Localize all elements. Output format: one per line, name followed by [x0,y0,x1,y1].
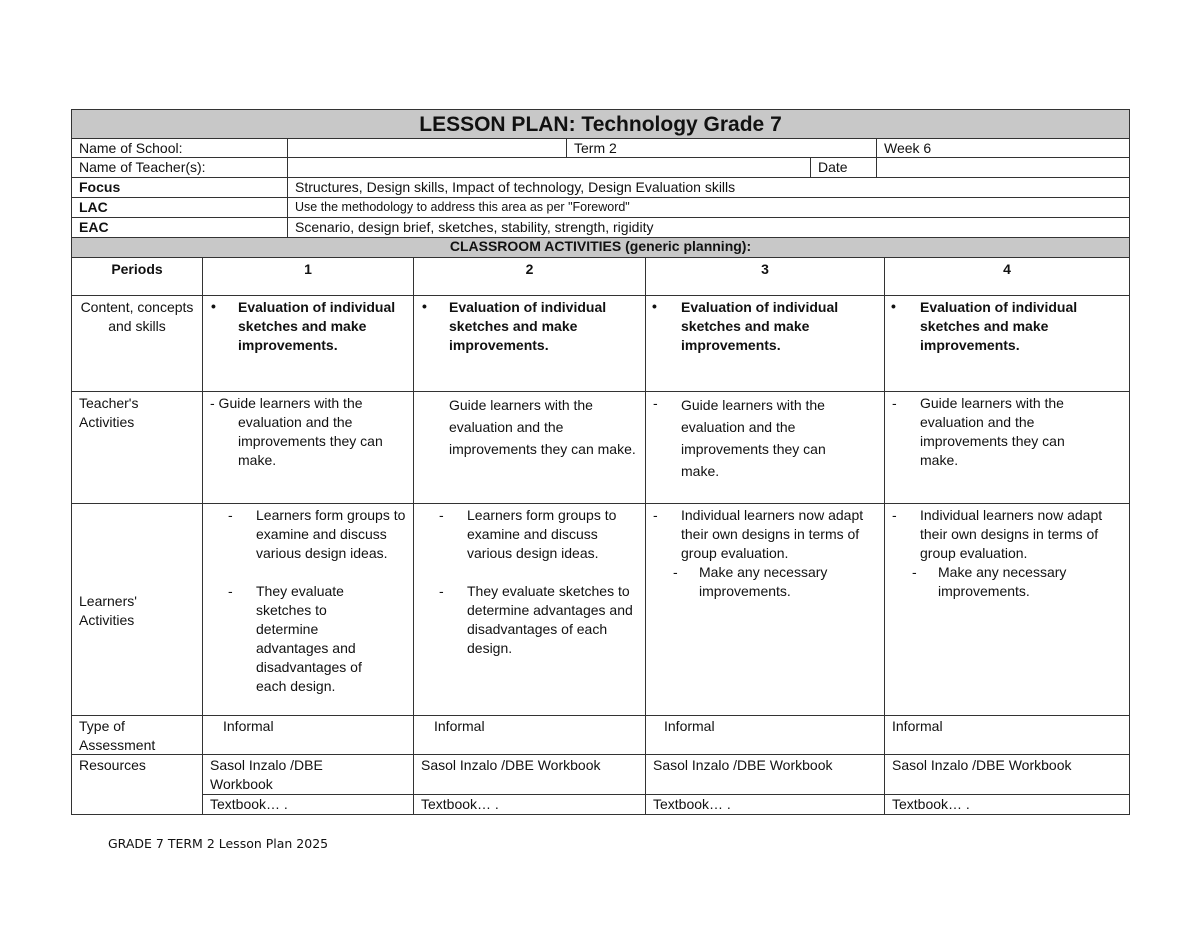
week-cell: Week 6 [876,138,1130,158]
focus-label: Focus [71,177,288,198]
textbook-period-4: Textbook… . [884,794,1130,815]
dash-marker: - [439,507,444,523]
dash-marker: - [228,507,233,523]
content-period-2 [413,295,646,392]
assessment-text: Informal [892,718,943,734]
eac-value: Scenario, design brief, sketches, stability, strength, rigidity [287,217,1130,238]
learners-text: Make any necessary improvements. [699,564,828,599]
teacher-period-2 [413,391,646,504]
dash-marker: - [892,395,897,411]
teacher-period-1 [202,391,414,504]
assessment-period-3 [645,715,885,755]
learners-text: Individual learners now adapt their own designs in terms of group evaluation. [920,507,1103,561]
assessment-text: Informal [434,718,485,734]
assessment-period-2 [413,715,646,755]
learners-label-text: Learners' Activities [79,593,137,628]
content-text: Evaluation of individual sketches and make improvements. [920,299,1078,353]
bullet-icon: • [211,298,216,314]
teacher-field[interactable] [287,157,811,178]
content-text: Evaluation of individual sketches and make improvements. [238,299,396,353]
period-2-header: 2 [413,257,646,296]
resources-label: Resources [71,754,203,815]
assessment-period-1 [202,715,414,755]
learners-text: They evaluate sketches to determine advantages and disadvantages of each design. [467,583,633,656]
content-text: Evaluation of individual sketches and make improvements. [449,299,607,353]
dash-marker: - [653,507,658,523]
teacher-activities-label: Teacher's Activities [71,391,203,504]
school-field[interactable] [287,138,567,158]
learners-text: Make any necessary improvements. [938,564,1067,599]
assessment-text: Informal [664,718,715,734]
period-1-header: 1 [202,257,414,296]
dash-marker: - [673,564,678,580]
assessment-text: Informal [223,718,274,734]
teacher-text: evaluation and the improvements they can make. [238,414,383,468]
resources-period-1: Sasol Inzalo /DBE Workbook [202,754,414,795]
resources-period-4: Sasol Inzalo /DBE Workbook [884,754,1130,795]
content-text: Evaluation of individual sketches and make improvements. [681,299,839,353]
teacher-text-first-line: - Guide learners with the [210,395,363,411]
learners-activities-label [71,503,203,716]
focus-value: Structures, Design skills, Impact of technology, Design Evaluation skills [287,177,1130,198]
eac-label: EAC [71,217,288,238]
teacher-text: Guide learners with the evaluation and the improvements they can make. [449,397,636,457]
lac-label: LAC [71,197,288,218]
content-period-3 [645,295,885,392]
dash-marker: - [439,583,444,599]
assessment-period-4 [884,715,1130,755]
dash-marker: - [228,583,233,599]
teacher-text: Guide learners with the evaluation and the improvements they can make. [681,397,826,479]
date-field[interactable] [876,157,1130,178]
teacher-label: Name of Teacher(s): [71,157,288,178]
teacher-period-4 [884,391,1130,504]
dash-marker: - [653,395,658,411]
date-label: Date [810,157,877,178]
textbook-period-1: Textbook… . [202,794,414,815]
bullet-icon: • [891,298,896,314]
content-period-1 [202,295,414,392]
dash-marker: - [892,507,897,523]
learners-period-3 [645,503,885,716]
learners-text: Individual learners now adapt their own designs in terms of group evaluation. [681,507,864,561]
bullet-icon: • [422,298,427,314]
periods-label: Periods [71,257,203,296]
bullet-icon: • [652,298,657,314]
learners-text: Learners form groups to examine and discuss various design ideas. [256,507,406,561]
page-footer: GRADE 7 TERM 2 Lesson Plan 2025 [108,836,329,851]
learners-text: Learners form groups to examine and discuss various design ideas. [467,507,617,561]
term-cell: Term 2 [566,138,877,158]
textbook-period-2: Textbook… . [413,794,646,815]
learners-period-1 [202,503,414,716]
teacher-text: Guide learners with the evaluation and the improvements they can make. [920,395,1065,468]
assessment-label: Type of Assessment [71,715,203,755]
period-4-header: 4 [884,257,1130,296]
dash-marker: - [912,564,917,580]
textbook-period-3: Textbook… . [645,794,885,815]
school-label: Name of School: [71,138,288,158]
resources-period-3: Sasol Inzalo /DBE Workbook [645,754,885,795]
teacher-period-3 [645,391,885,504]
content-label: Content, concepts and skills [71,295,203,392]
activities-heading: CLASSROOM ACTIVITIES (generic planning): [71,237,1130,258]
content-period-4 [884,295,1130,392]
lac-value: Use the methodology to address this area as per "Foreword" [287,197,1130,218]
learners-text: They evaluate sketches to determine advantages and disadvantages of each design. [256,583,362,694]
learners-period-4 [884,503,1130,716]
period-3-header: 3 [645,257,885,296]
page-title: LESSON PLAN: Technology Grade 7 [71,109,1130,139]
resources-period-2: Sasol Inzalo /DBE Workbook [413,754,646,795]
learners-period-2 [413,503,646,716]
